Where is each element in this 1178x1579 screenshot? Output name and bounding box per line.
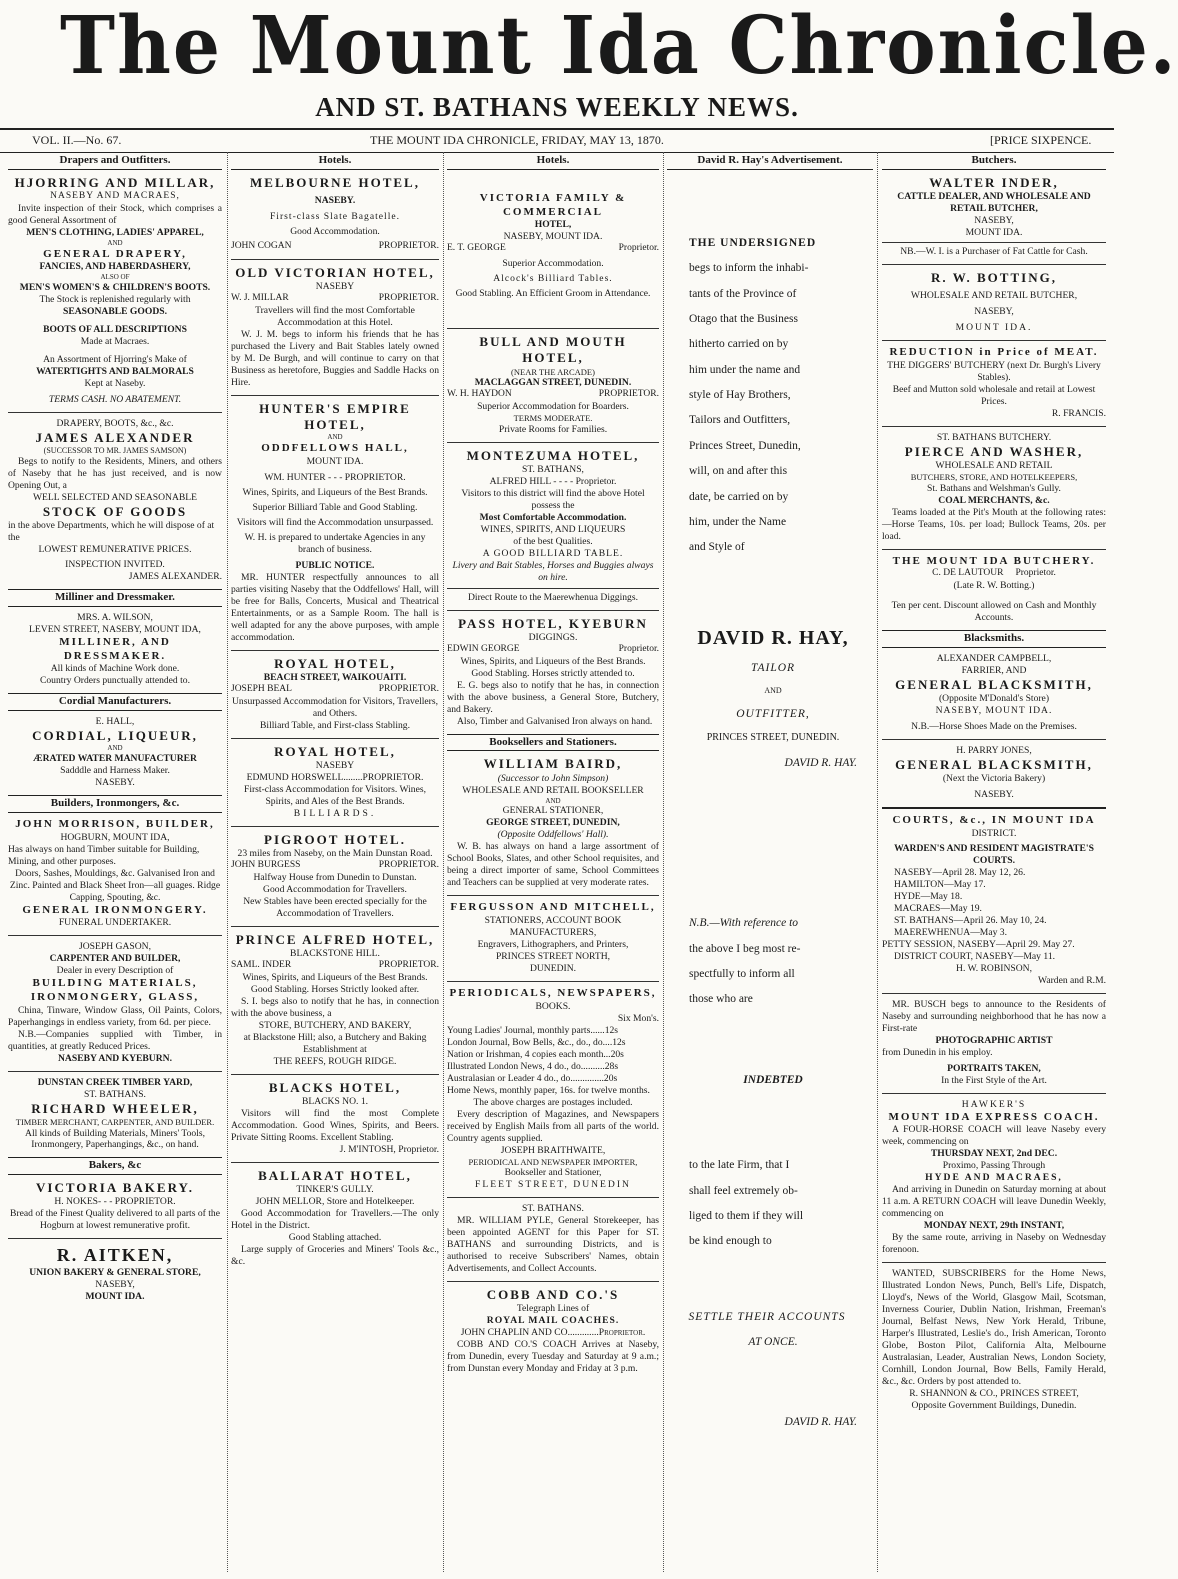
advert-cobb-and-co: COBB AND CO.'S Telegraph Lines of ROYAL MAIL COACHES. JOHN CHAPLIN AND CO.............Proprietor. COBB AND CO.'S COACH Arrives at Naseby, from Dunedin, every Tuesday and Saturday at 9 a.m.; from Dunstan every Monday and Friday at 3 p.m. — [447, 1281, 659, 1375]
column-rule — [227, 152, 228, 1572]
advert-william-pyle: ST. BATHANS. MR. WILLIAM PYLE, General Storekeeper, has been appointed AGENT for this Paper for ST. BATHANS and surrounding Districts, and is authorised to receive Subscribers' Names, obtain Advertisements, and Collect Accounts. — [447, 1197, 659, 1275]
column-3 — [447, 152, 659, 1572]
advert-mrs-wilson: MRS. A. WILSON, LEVEN STREET, NASEBY, MOUNT IDA, MILLINER, AND DRESSMAKER. All kinds of Machine Work done. Country Orders punctually attended to. — [29, 612, 201, 687]
masthead-title: The Mount Ida Chronicle. — [60, 0, 1178, 93]
section-heading: Cordial Manufacturers. — [8, 693, 222, 711]
section-heading: Hotels. — [231, 152, 439, 170]
volume-number: VOL. II.—No. 67. — [32, 133, 122, 147]
advert-mount-ida-butchery: THE MOUNT IDA BUTCHERY. C. DE LAUTOUR Proprietor. (Late R. W. Botting.) Ten per cent. Discount allowed on Cash and Monthly Accounts. — [882, 549, 1106, 625]
public-notice-heading: PUBLIC NOTICE. — [295, 559, 375, 571]
column-rule — [663, 152, 664, 1572]
dateline — [0, 128, 1114, 153]
column-rule — [443, 152, 444, 1572]
section-heading: Hotels. — [447, 152, 659, 170]
section-heading: Drapers and Outfitters. — [8, 152, 222, 170]
advert-hunters-empire-hotel: HUNTER'S EMPIRE HOTEL, AND ODDFELLOWS HALL, MOUNT IDA. WM. HUNTER - - - PROPRIETOR. Wines, Spirits, and Liqueurs of the Best Brands. Superior Billiard Table and Good Stabling. Visitors will find the Accommodation unsurpassed. W. H. is prepared to undertake Agencies in any branch of business. PUBLIC NOTICE. MR. HUNTER respectfully announces to all parties visiting Naseby that the Oddfellows' Hall, will be free for Balls, Concerts, Musical and Theatrical Entertainments, or as a Sample Room. The hall is well adapted for any the above purposes, with ample accommodation. — [231, 395, 439, 644]
advert-ballarat-hotel: BALLARAT HOTEL, TINKER'S GULLY. JOHN MELLOR, Store and Hotelkeeper. Good Accommodation for Travellers.—The only Hotel in the District. Good Stabling attached. Large supply of Groceries and Miners' Tools &c., &c. — [231, 1162, 439, 1268]
section-heading: Builders, Ironmongers, &c. — [8, 795, 222, 813]
advert-pigroot-hotel: PIGROOT HOTEL. 23 miles from Naseby, on the Main Dunstan Road. JOHN BURGESS PROPRIETOR. Halfway House from Dunedin to Dunstan. Good Accommodation for Travellers. New Stables have been erected specially for the Accommodation of Travellers. — [231, 826, 439, 920]
column-5 — [882, 152, 1106, 1572]
section-heading: Butchers. — [882, 152, 1106, 170]
advert-wanted-subscribers: WANTED, SUBSCRIBERS for the Home News, Illustrated London News, Punch, Bell's Life, Dispatch, Lloyd's, News of the World, Glasgow Mail, Scotsman, Inverness Courier, Dublin Nation, Irishman, Freeman's Journal, Belfast News, New York Herald, Tribune, Harper's Illustrated, Leslie's do., Irish American, Toronto Globe, Boston Pilot, California Alta, Melbourne Australasian, Leader, Australian News, London Society, Cornhill, London Journal, Bow Bells, Family Herald, &c., &c. Orders by post attended to. R. SHANNON & CO., PRINCES STREET, Opposite Government Buildings, Dunedin. — [882, 1262, 1106, 1412]
advert-fergusson-mitchell: FERGUSSON AND MITCHELL, STATIONERS, ACCOUNT BOOK MANUFACTURERS, Engravers, Lithographers, and Printers, PRINCES STREET NORTH, DUNEDIN. — [447, 895, 659, 975]
advert-joseph-gason: JOSEPH GASON, CARPENTER AND BUILDER, Dealer in every Description of BUILDING MATERIALS, IRONMONGERY, GLASS, China, Tinware, Window Glass, Oil Paints, Colors, Paperhangings in endless variety, from 6d. per piece. N.B.—Companies supplied with Timber, in quantities, at greatly Reduced Prices. NASEBY AND KYEBURN. — [8, 935, 222, 1064]
advert-mr-busch: MR. BUSCH begs to announce to the Residents of Naseby and surrounding neighborhood that he has now a First-rate PHOTOGRAPHIC ARTIST from Dunedin in his employ. PORTRAITS TAKEN, In the First Style of the Art. — [882, 993, 1106, 1087]
advert-rw-botting: R. W. BOTTING, WHOLESALE AND RETAIL BUTCHER, NASEBY, MOUNT IDA. — [882, 264, 1106, 334]
advert-r-aitken: R. AITKEN, UNION BAKERY & GENERAL STORE, NASEBY, MOUNT IDA. — [8, 1238, 222, 1302]
advert-bull-and-mouth-hotel: BULL AND MOUTH HOTEL, (NEAR THE ARCADE) MACLAGGAN STREET, DUNEDIN. W. H. HAYDON PROPRIETOR. Superior Accommodation for Boarders. TERMS MODERATE. Private Rooms for Families. — [447, 328, 659, 436]
advert-royal-hotel-waikouaiti: ROYAL HOTEL, BEACH STREET, WAIKOUAITI. JOSEPH BEAL PROPRIETOR. Unsurpassed Accommodation for Visitors, Travellers, and Others. Billiard Table, and First-class Stabling. — [231, 650, 439, 732]
column-2 — [231, 152, 439, 1572]
section-heading: Milliner and Dressmaker. — [8, 589, 222, 607]
advert-diggers-butchery: REDUCTION in Price of MEAT. THE DIGGERS' BUTCHERY (next Dr. Burgh's Livery Stables). Beef and Mutton sold wholesale and retail at Lowest Prices. R. FRANCIS. — [882, 340, 1106, 420]
advert-john-morrison: JOHN MORRISON, BUILDER, HOGBURN, MOUNT IDA, Has always on hand Timber suitable for Building, Mining, and other purposes. Doors, Sashes, Mouldings, &c. Galvanised Iron and Zinc. Painted and Black Sheet Iron—all guages. Ridge Capping, Spouting, &c. GENERAL IRONMONGERY. FUNERAL UNDERTAKER. — [8, 817, 221, 929]
signature: DAVID R. HAY. — [784, 1416, 857, 1429]
advert-walter-inder: WALTER INDER, CATTLE DEALER, AND WHOLESALE AND RETAIL BUTCHER, NASEBY, MOUNT IDA. NB.—W. I. is a Purchaser of Fat Cattle for Cash. — [882, 175, 1106, 258]
advert-william-baird: WILLIAM BAIRD, (Successor to John Simpson) WHOLESALE AND RETAIL BOOKSELLER AND GENERAL STATIONER, GEORGE STREET, DUNEDIN, (Opposite Oddfellows' Hall). W. B. has always on hand a large assortment of School Books, Slates, and other School requisites, and being a direct importer of same, School Committees and Teachers can be supplied at very moderate rates. — [447, 756, 659, 889]
section-heading: Booksellers and Stationers. — [447, 734, 659, 752]
section-heading: Bakers, &c — [8, 1157, 222, 1175]
advert-h-parry-jones: H. PARRY JONES, GENERAL BLACKSMITH, (Next the Victoria Bakery) NASEBY. — [882, 739, 1106, 801]
advert-montezuma-hotel: MONTEZUMA HOTEL, ST. BATHANS, ALFRED HILL - - - - Proprietor. Visitors to this district will find the above Hotel possess the Most Comfortable Accommodation. WINES, SPIRITS, AND LIQUEURS of the best Qualities. A GOOD BILLIARD TABLE. Livery and Bait Stables, Horses and Buggies always on hire. Direct Route to the Maerewhenua Diggings. — [447, 442, 659, 604]
advert-david-hay: THE UNDERSIGNED begs to inform the inhabi- tants of the Province of Otago that the Business hitherto carried on by him under the name and style of Hay Brothers, Tailors and Outfitters, Princes Street, Dunedin, will, on and after this date, be carried on by him, under the Name and Style of DAVID R. HAY, TAILOR AND OUTFITTER, PRINCES STREET, DUNEDIN. DAVID R. HAY. N.B.—With reference to the above I beg most re- spectfully to inform all those who are INDEBTED to the late Firm, that I shall feel extremely ob- liged to them if they will be kind enough to SETTLE THEIR ACCOUNTS AT ONCE. DAVID R. HAY. — [688, 236, 857, 1429]
advert-periodicals: PERIODICALS, NEWSPAPERS, BOOKS. Six Mon's. Young Ladies' Journal, monthly parts......12s London Journal, Bow Bells, &c., do., do....12s Nation or Irishman, 4 copies each month...20s Illustrated London News, 4 do., do..........28s Australasian or Leader 4 do., do..............20s Home News, monthly paper, 16s. for twelve months. The above charges are postages included. Every description of Magazines, and Newspapers received by English Mails from all parts of the world. Country agents supplied. JOSEPH BRAITHWAITE, PERIODICAL AND NEWSPAPER IMPORTER, Bookseller and Stationer, FLEET STREET, DUNEDIN — [447, 981, 659, 1191]
section-heading: David R. Hay's Advertisement. — [667, 152, 873, 170]
advert-mount-ida-express-coach: HAWKER'S MOUNT IDA EXPRESS COACH. A FOUR-HORSE COACH will leave Naseby every week, commencing on THURSDAY NEXT, 2nd DEC. Proximo, Passing Through HYDE AND MACRAES, And arriving in Dunedin on Saturday morning at about 11 a.m. A RETURN COACH will leave Dunedin Weekly, commencing on MONDAY NEXT, 29th INSTANT, By the same route, arriving in Naseby on Wednesday forenoon. — [882, 1093, 1106, 1257]
advert-richard-wheeler: DUNSTAN CREEK TIMBER YARD, ST. BATHANS. RICHARD WHEELER, TIMBER MERCHANT, CARPENTER, AND BUILDER. All kinds of Building Materials, Miners' Tools, Ironmongery, Paperhangings, &c., on hand. — [8, 1071, 222, 1152]
advert-alexander-campbell: ALEXANDER CAMPBELL, FARRIER, AND GENERAL BLACKSMITH, (Opposite M'Donald's Store) NASEBY, MOUNT IDA. N.B.—Horse Shoes Made on the Premises. — [895, 652, 1093, 733]
advert-pierce-washer: ST. BATHANS BUTCHERY. PIERCE AND WASHER, WHOLESALE AND RETAIL BUTCHERS, STORE, AND HOTELKEEPERS, St. Bathans and Welshman's Gully. COAL MERCHANTS, &c. Teams loaded at the Pit's Mouth at the following rates:—Horse Teams, 10s. per load; Bullock Teams, 20s. per load. — [882, 426, 1106, 543]
advert-courts: COURTS, &c., IN MOUNT IDA DISTRICT. WARDEN'S AND RESIDENT MAGISTRATE'S COURTS. NASEBY—April 28. May 12, 26. HAMILTON—May 17. HYDE—May 18. MACRAES—May 19. ST. BATHANS—April 26. May 10, 24. MAEREWHENUA—May 3. PETTY SESSION, NASEBY—April 29. May 27. DISTRICT COURT, NASEBY—May 11. H. W. ROBINSON, Warden and R.M. — [882, 807, 1106, 987]
advert-blacks-hotel: BLACKS HOTEL, BLACKS NO. 1. Visitors will find the most Complete Accommodation. Good Wines, Spirits, and Beers. Private Sitting Rooms. Excellent Stabling. J. M'INTOSH, Proprietor. — [231, 1074, 439, 1156]
masthead-subtitle: AND ST. BATHANS WEEKLY NEWS. — [315, 92, 799, 122]
advert-james-alexander: DRAPERY, BOOTS, &c., &c. JAMES ALEXANDER (SUCCESSOR TO MR. JAMES SAMSON) Begs to notify to the Residents, Miners, and others of Naseby that he has just received, and is now Opening Out, a WELL SELECTED AND SEASONABLE STOCK OF GOODS in the above Departments, which he will dispose of at the LOWEST REMUNERATIVE PRICES. INSPECTION INVITED. JAMES ALEXANDER. — [8, 412, 222, 583]
column-rule — [877, 152, 878, 1572]
column-1 — [8, 152, 222, 1572]
advert-pass-hotel: PASS HOTEL, KYEBURN DIGGINGS. EDWIN GEORGE Proprietor. Wines, Spirits, and Liqueurs of the Best Brands. Good Stabling. Horses strictly attended to. E. G. begs also to notify that he has, in connection with the above business, a General Store, Butchery, and Bakery. Also, Timber and Galvanised Iron always on hand. — [447, 610, 659, 728]
signature: DAVID R. HAY. — [784, 756, 857, 769]
advert-old-victorian-hotel: OLD VICTORIAN HOTEL, NASEBY W. J. MILLAR PROPRIETOR. Travellers will find the most Comfortable Accommodation at this Hotel. W. J. M. begs to inform his friends that he has purchased the Livery and Bait Stables lately owned by M. De Burgh, and will continue to carry on that Business as heretofore, Buggies and Saddle Hacks on Hire. — [231, 259, 439, 389]
advert-prince-alfred-hotel: PRINCE ALFRED HOTEL, BLACKSTONE HILL. SAML. INDER PROPRIETOR. Wines, Spirits, and Liqueurs of the Best Brands. Good Stabling. Horses Strictly looked after. S. I. begs also to notify that he has, in connection with the above business, a STORE, BUTCHERY, AND BAKERY, at Blackstone Hill; also, a Butchery and Baking Establishment at THE REEFS, ROUGH RIDGE. — [231, 926, 439, 1068]
advert-hjorring-millar: HJORRING AND MILLAR, NASEBY AND MACRAES, Invite inspection of their Stock, which comprises a good General Assortment of MEN'S CLOTHING, LADIES' APPAREL, AND GENERAL DRAPERY, FANCIES, AND HABERDASHERY, ALSO OF MEN'S WOMEN'S & CHILDREN'S BOOTS. The Stock is replenished regularly with SEASONABLE GOODS. BOOTS OF ALL DESCRIPTIONS Made at Macraes. An Assortment of Hjorring's Make of WATERTIGHTS AND BALMORALS Kept at Naseby. TERMS CASH. NO ABATEMENT. — [8, 174, 222, 405]
section-heading: Blacksmiths. — [882, 630, 1106, 648]
advert-melbourne-hotel: MELBOURNE HOTEL, NASEBY. First-class Slate Bagatelle. Good Accommodation. JOHN COGAN PROPRIETOR. — [231, 174, 439, 251]
column-4 — [667, 152, 873, 1572]
advert-royal-hotel-naseby: ROYAL HOTEL, NASEBY EDMUND HORSWELL........PROPRIETOR. First-class Accommodation for Visitors. Wines, Spirits, and Ales of the Best Brands. BILLIARDS. — [231, 738, 439, 820]
advert-e-hall: E. HALL, CORDIAL, LIQUEUR, AND ÆRATED WATER MANUFACTURER Sadddle and Harness Maker. NASEBY. — [32, 716, 198, 789]
david-hay-name: DAVID R. HAY, — [697, 626, 849, 649]
issue-date: THE MOUNT IDA CHRONICLE, FRIDAY, MAY 13, 1870. — [370, 133, 664, 147]
price: [PRICE SIXPENCE. — [990, 133, 1092, 147]
advert-victoria-bakery: VICTORIA BAKERY. H. NOKES- - - PROPRIETOR. Bread of the Finest Quality delivered to all parts of the Hogburn at lowest remunerative profit. — [10, 1180, 220, 1232]
advert-victoria-family-hotel: VICTORIA FAMILY & COMMERCIAL HOTEL, NASEBY, MOUNT IDA. E. T. GEORGE Proprietor. Superior Accommodation. Alcock's Billiard Tables. Good Stabling. An Efficient Groom in Attendance. — [447, 191, 659, 300]
